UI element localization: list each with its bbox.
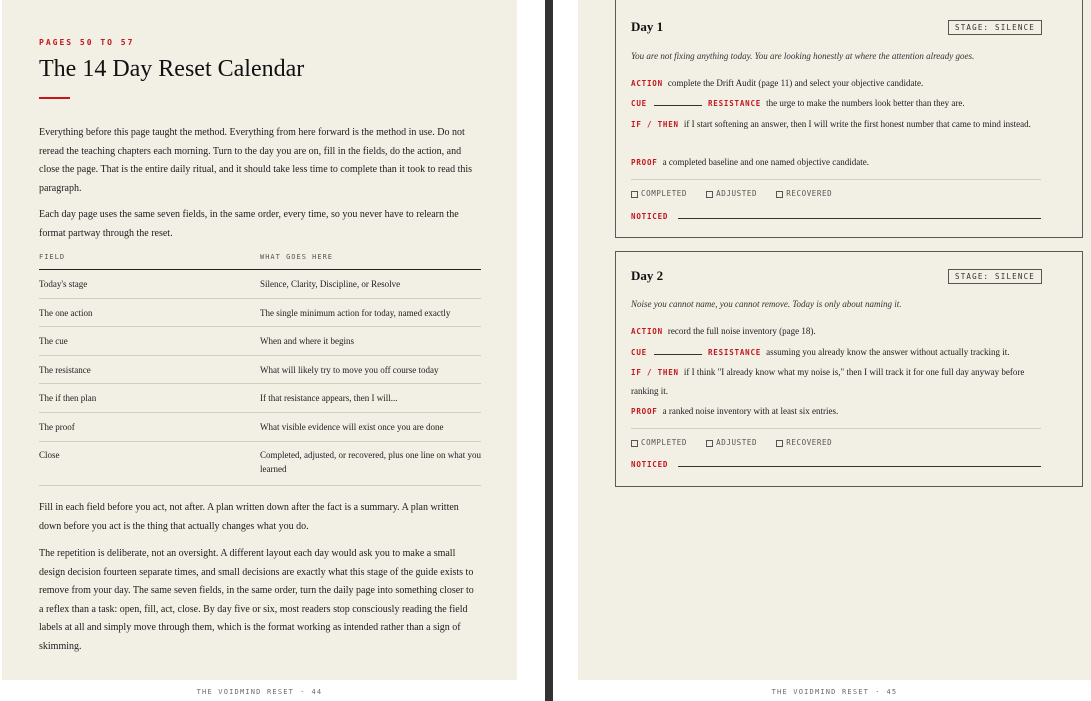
description-cell: The single minimum action for today, named exactly <box>260 307 451 318</box>
action-text: record the full noise inventory (page 18). <box>667 326 816 336</box>
field-cell: The proof <box>39 421 75 432</box>
table-row <box>39 413 481 442</box>
action-line <box>631 322 1051 341</box>
table-header <box>39 253 481 270</box>
completed-checkbox[interactable] <box>631 189 687 198</box>
description-cell: When and where it begins <box>260 336 354 347</box>
card-divider <box>631 179 1041 180</box>
field-cell: Today's stage <box>39 279 88 289</box>
right-page-footer: THE VOIDMIND RESET · 45 <box>771 688 898 696</box>
proof-label: PROOF <box>631 158 658 167</box>
footer-page-number: 45 <box>886 688 898 696</box>
description-cell: Completed, adjusted, or recovered, plus one line on what you learned <box>260 449 481 474</box>
proof-text: a ranked noise inventory with at least six entries. <box>662 406 839 416</box>
resistance-label: RESISTANCE <box>707 348 762 357</box>
fill-before-paragraph: Fill in each field before you act, not after. A plan written down after the fact is a summary. A plan written down before you act is the thing that actually changes what you do. <box>39 502 459 532</box>
intro-paragraph: Everything before this page taught the method. Everything from here forward is the method in use. Do not reread the teaching chapters each morning. Turn to the day you are on, fill in the fields, do the action, and close the page. That is the entire daily ritual, and it should take less time to complete than it took to read this paragraph. <box>39 127 473 194</box>
fields-paragraph: Each day page uses the same seven fields, in the same order, every time, so you never have to relearn the format partway through the reset. <box>39 209 459 239</box>
action-line <box>631 74 1051 93</box>
footer-book-title: THE VOIDMIND RESET <box>771 688 870 696</box>
checkbox-icon <box>706 191 713 198</box>
resistance-text: assuming you already know the answer without actually tracking it. <box>766 347 1010 357</box>
adjusted-label: ADJUSTED <box>716 189 758 198</box>
cue-resistance-line <box>631 94 1051 113</box>
description-cell: What will likely try to move you off course today <box>260 364 439 375</box>
action-label: ACTION <box>631 79 663 88</box>
if-then-line <box>631 115 1051 134</box>
day-title: Day 2 <box>631 268 664 283</box>
table-row <box>39 299 481 328</box>
if-then-text: if I think "I already know what my noise is," then I will track it for one full day anyway before ranking it. <box>631 367 1025 396</box>
field-cell: Close <box>39 449 60 460</box>
adjusted-label: ADJUSTED <box>716 438 758 447</box>
action-text: complete the Drift Audit (page 11) and select your objective candidate. <box>667 78 924 88</box>
resistance-text: the urge to make the numbers look better than they are. <box>766 98 965 108</box>
checkbox-icon <box>631 440 638 447</box>
recovered-label: RECOVERED <box>786 438 833 447</box>
proof-text: a completed baseline and one named objective candidate. <box>662 157 869 167</box>
left-page <box>2 0 517 680</box>
completed-checkbox[interactable] <box>631 438 687 447</box>
if-then-text: if I start softening an answer, then I will write the first honest number that came to mind instead. <box>683 119 1031 129</box>
table-row <box>39 327 481 356</box>
book-gutter <box>545 0 553 701</box>
repetition-paragraph: The repetition is deliberate, not an oversight. A different layout each day would ask you to make a small design decision fourteen separate times, and small decisions are exactly what this stage of the guide exists to remove from your day. The same seven fields, in the same order, turn the daily page into something closer to a reflex than a task: open, fill, act, close. By day five or six, most readers stop consciously reading the field labels at all and simply move through them, which is the format working as intended rather than a sign of skimming. <box>39 548 474 652</box>
day-card-1 <box>615 0 1083 238</box>
recovered-checkbox[interactable] <box>776 189 832 198</box>
field-table <box>39 253 481 486</box>
card-divider <box>631 428 1041 429</box>
cue-label: CUE <box>631 348 647 357</box>
footer-book-title: THE VOIDMIND RESET <box>196 688 295 696</box>
cue-blank-field[interactable] <box>654 97 702 106</box>
footer-page-number: 44 <box>311 688 323 696</box>
checkbox-icon <box>706 440 713 447</box>
noticed-label: NOTICED <box>631 460 669 469</box>
proof-label: PROOF <box>631 407 658 416</box>
day-intro: Noise you cannot name, you cannot remove. Today is only about naming it. <box>631 299 902 309</box>
resistance-label: RESISTANCE <box>707 99 762 108</box>
field-cell: The cue <box>39 336 68 347</box>
stage-badge: STAGE: SILENCE <box>948 20 1042 35</box>
cue-resistance-line <box>631 343 1051 362</box>
completed-label: COMPLETED <box>641 189 688 198</box>
if-then-label: IF / THEN <box>631 368 679 377</box>
checkbox-icon <box>776 191 783 198</box>
table-row <box>39 270 481 299</box>
if-then-line <box>631 363 1051 400</box>
description-cell: What visible evidence will exist once you are done <box>260 421 444 432</box>
field-cell: The if then plan <box>39 393 97 404</box>
checkbox-icon <box>776 440 783 447</box>
action-label: ACTION <box>631 327 663 336</box>
day-intro: You are not fixing anything today. You are looking honestly at where the attention already goes. <box>631 51 975 61</box>
title-accent-rule <box>39 97 70 99</box>
recovered-label: RECOVERED <box>786 189 833 198</box>
table-row <box>39 442 481 486</box>
completed-label: COMPLETED <box>641 438 688 447</box>
close-checkboxes <box>631 438 846 447</box>
day-card-2 <box>615 251 1083 487</box>
stage-badge: STAGE: SILENCE <box>948 269 1042 284</box>
field-cell: The resistance <box>39 364 91 375</box>
recovered-checkbox[interactable] <box>776 438 832 447</box>
adjusted-checkbox[interactable] <box>706 189 757 198</box>
page-title: The 14 Day Reset Calendar <box>39 56 305 82</box>
proof-line <box>631 402 1051 421</box>
table-row <box>39 384 481 413</box>
page-range-eyebrow: PAGES 50 TO 57 <box>39 38 135 47</box>
description-cell: If that resistance appears, then I will... <box>260 393 398 404</box>
proof-line <box>631 153 1051 172</box>
table-row <box>39 356 481 385</box>
column-header-what: WHAT GOES HERE <box>260 253 334 261</box>
noticed-label: NOTICED <box>631 212 669 221</box>
if-then-label: IF / THEN <box>631 120 679 129</box>
noticed-input-line[interactable] <box>678 466 1041 467</box>
field-cell: The one action <box>39 307 93 318</box>
description-cell: Silence, Clarity, Discipline, or Resolve <box>260 279 401 289</box>
column-header-field: FIELD <box>39 253 66 261</box>
adjusted-checkbox[interactable] <box>706 438 757 447</box>
cue-label: CUE <box>631 99 647 108</box>
left-page-footer: THE VOIDMIND RESET · 44 <box>196 688 323 696</box>
noticed-input-line[interactable] <box>678 218 1041 219</box>
day-title: Day 1 <box>631 19 664 34</box>
cue-blank-field[interactable] <box>654 346 702 355</box>
close-checkboxes <box>631 189 846 198</box>
checkbox-icon <box>631 191 638 198</box>
